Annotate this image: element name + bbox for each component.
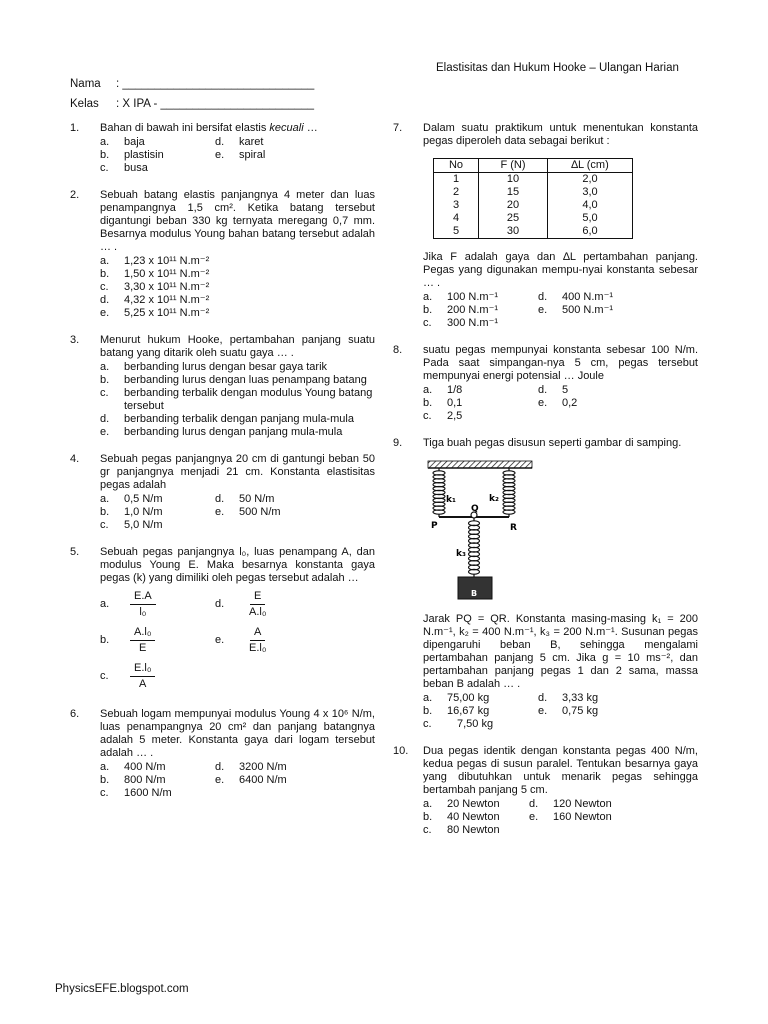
option-a[interactable]: a. 400 N/m bbox=[100, 761, 166, 773]
option-c[interactable]: c. 5,0 N/m bbox=[100, 519, 163, 531]
question-number: 6. bbox=[70, 708, 80, 720]
question-text: Dalam suatu praktikum untuk menentukan konstanta pegas diperoleh data sebagai berikut : bbox=[423, 122, 698, 147]
question-text: Sebuah logam mempunyai modulus Young 4 x 10⁶ N/m, luas penampangnya 20 cm² dan panjang batangnya adalah 5 meter. Konstanta gaya dari logam tersebut adalah … . bbox=[100, 708, 375, 759]
kelas-field[interactable]: : X IPA - ________________________ bbox=[116, 98, 315, 110]
option-b[interactable]: b. 1,50 x 10¹¹ N.m⁻² bbox=[100, 268, 210, 280]
table-row: 4 25 5,0 bbox=[434, 212, 633, 225]
option-b[interactable]: b. 40 Newton bbox=[423, 811, 500, 823]
question-text-emphasis: kecuali bbox=[269, 122, 304, 134]
question-7 bbox=[393, 122, 698, 330]
option-d[interactable]: d. 3,33 kg bbox=[538, 692, 599, 704]
options bbox=[423, 798, 698, 837]
option-b[interactable]: b. 0,1 bbox=[423, 397, 463, 409]
question-text: Sebuah batang elastis panjangnya 4 meter dan luas penampangnya 1,5 cm². Ketika batang tersebut digantungi beban 330 kg ternyata meregang 0,7 mm. Besarnya modulus Young bahan batang tersebut adalah … . bbox=[100, 189, 375, 253]
page-header: Elastisitas dan Hukum Hooke – Ulangan Harian bbox=[436, 62, 679, 74]
option-d[interactable]: d. berbanding terbalik dengan panjang mula-mula bbox=[100, 413, 354, 425]
options bbox=[423, 291, 698, 330]
option-c[interactable]: c. 2,5 bbox=[423, 410, 463, 422]
option-c[interactable]: c. busa bbox=[100, 162, 148, 174]
question-text: Sebuah pegas panjangnya l₀, luas penampang A, dan modulus Young E. Maka besarnya konstanta gaya pegas (k) yang dimiliki oleh pegas tersebut adalah … bbox=[100, 546, 375, 584]
options bbox=[100, 361, 375, 439]
option-a[interactable]: a. 1,23 x 10¹¹ N.m⁻² bbox=[100, 255, 210, 267]
question-number: 4. bbox=[70, 453, 80, 465]
option-b[interactable]: b. 1,0 N/m bbox=[100, 506, 163, 518]
option-d[interactable]: d. 3200 N/m bbox=[215, 761, 287, 773]
option-e[interactable]: e. 500 N.m⁻¹ bbox=[538, 304, 614, 316]
question-number: 10. bbox=[393, 745, 409, 757]
question-number: 1. bbox=[70, 122, 80, 134]
option-c[interactable]: c. 1600 N/m bbox=[100, 787, 172, 799]
option-d[interactable]: d. $\frac{E}{\text{A.l₀}}$ bbox=[215, 590, 270, 619]
kelas-label: Kelas bbox=[70, 98, 99, 110]
option-c[interactable]: c. $\frac{\text{E.l₀}}{A}$ bbox=[100, 662, 155, 691]
option-e[interactable]: e. berbanding lurus dengan panjang mula-mula bbox=[100, 426, 343, 438]
option-a[interactable]: a. 1/8 bbox=[423, 384, 463, 396]
spring-diagram bbox=[425, 460, 535, 602]
spring-k2 bbox=[503, 468, 515, 517]
option-d[interactable]: d. karet bbox=[215, 136, 264, 148]
option-a[interactable]: a. 75,00 kg bbox=[423, 692, 490, 704]
option-b[interactable]: b. $\frac{\text{A.l₀}}{E}$ bbox=[100, 626, 215, 655]
question-2 bbox=[70, 189, 375, 320]
spring-figure bbox=[425, 460, 698, 605]
spring-k3 bbox=[469, 518, 480, 577]
question-text: Dua pegas identik dengan konstanta pegas 400 N/m, kedua pegas di susun paralel. Tentukan besarnya gaya yang dibutuhkan untuk menarik pegas sehingga bertambah panjang 5 cm. bbox=[423, 745, 698, 796]
ceiling-support bbox=[428, 461, 532, 468]
question-text: Menurut hukum Hooke, pertambahan panjang suatu batang yang ditarik oleh suatu gaya … . bbox=[100, 334, 375, 359]
fraction: $\frac{\text{A.l₀}}{E}$ bbox=[130, 626, 155, 655]
table-row: 3 20 4,0 bbox=[434, 199, 633, 212]
fraction: $\frac{\text{E.l₀}}{A}$ bbox=[130, 662, 155, 691]
option-a[interactable]: a. 20 Newton bbox=[423, 798, 500, 810]
label-p: P bbox=[431, 521, 438, 531]
label-r: R bbox=[510, 523, 517, 533]
question-number: 8. bbox=[393, 344, 403, 356]
question-8 bbox=[393, 344, 698, 423]
option-d[interactable]: d. 50 N/m bbox=[215, 493, 275, 505]
option-d[interactable]: d. 4,32 x 10¹¹ N.m⁻² bbox=[100, 294, 210, 306]
label-k1: k₁ bbox=[446, 495, 456, 505]
fraction: $\frac{E}{\text{A.l₀}}$ bbox=[249, 589, 267, 618]
options bbox=[100, 255, 375, 320]
data-table bbox=[433, 158, 633, 239]
question-number: 3. bbox=[70, 334, 80, 346]
footer-site-link[interactable]: PhysicsEFE.blogspot.com bbox=[55, 983, 189, 995]
question-text-2: Jarak PQ = QR. Konstanta masing-masing k₁ = 200 N.m⁻¹, k₂ = 400 N.m⁻¹, k₃ = 200 N.m⁻¹. Susunan pegas dipengaruhi beban B, sehingga mengalami pertambahan panjang 5 cm. Jika g = 10 ms⁻², dan pertambahan panjang pegas 1 dan 2 sama, massa beban B adalah … . bbox=[423, 613, 698, 690]
question-number: 5. bbox=[70, 546, 80, 558]
question-text-main: Bahan di bawah ini bersifat elastis bbox=[100, 122, 267, 134]
options bbox=[100, 586, 375, 694]
option-e[interactable]: e. 5,25 x 10¹¹ N.m⁻² bbox=[100, 307, 210, 319]
option-a[interactable]: a. $\frac{E.A}{\text{l₀}}$ bbox=[100, 590, 215, 619]
table-row: 2 15 3,0 bbox=[434, 186, 633, 199]
option-a[interactable]: a. 100 N.m⁻¹ bbox=[423, 291, 499, 303]
label-q: Q bbox=[471, 504, 479, 514]
question-10 bbox=[393, 745, 698, 837]
label-k2: k₂ bbox=[489, 494, 499, 504]
question-text: Sebuah pegas panjangnya 20 cm di gantungi beban 50 gr panjangnya menjadi 21 cm. Konstanta elastisitas pegas adalah bbox=[100, 453, 375, 491]
option-c[interactable]: c. 80 Newton bbox=[423, 824, 500, 836]
option-a[interactable]: a. berbanding lurus dengan besar gaya tarik bbox=[100, 361, 328, 373]
right-column bbox=[393, 122, 698, 851]
fraction: $\frac{E.A}{\text{l₀}}$ bbox=[130, 590, 156, 619]
table-header-force: F (N) bbox=[479, 159, 548, 173]
nama-field[interactable]: : ______________________________ bbox=[116, 78, 315, 90]
label-b: B bbox=[471, 589, 478, 598]
question-9 bbox=[393, 437, 698, 731]
option-e[interactable]: e. 500 N/m bbox=[215, 506, 281, 518]
option-d[interactable]: d. 400 N.m⁻¹ bbox=[538, 291, 614, 303]
question-5 bbox=[70, 546, 375, 694]
nama-line bbox=[70, 78, 314, 90]
left-column bbox=[70, 122, 375, 814]
option-c[interactable]: c. 3,30 x 10¹¹ N.m⁻² bbox=[100, 281, 210, 293]
option-d[interactable]: d. 120 Newton bbox=[529, 798, 612, 810]
options bbox=[100, 136, 375, 175]
question-number: 2. bbox=[70, 189, 80, 201]
option-a[interactable]: a. 0,5 N/m bbox=[100, 493, 163, 505]
option-b[interactable]: b. 16,67 kg bbox=[423, 705, 490, 717]
nama-label: Nama bbox=[70, 78, 101, 90]
options bbox=[423, 384, 698, 423]
option-c[interactable]: c. berbanding terbalik dengan modulus Young batang tersebut bbox=[100, 387, 373, 412]
option-b[interactable]: b. 200 N.m⁻¹ bbox=[423, 304, 499, 316]
table-row: 5 30 6,0 bbox=[434, 225, 633, 239]
table-header-delta-l: ∆L (cm) bbox=[548, 159, 633, 173]
option-b[interactable]: b. plastisin bbox=[100, 149, 164, 161]
options bbox=[423, 692, 698, 731]
question-3 bbox=[70, 334, 375, 439]
option-e[interactable]: e. 0,2 bbox=[538, 397, 578, 409]
question-1 bbox=[70, 122, 375, 175]
question-number: 9. bbox=[393, 437, 403, 449]
question-text: Tiga buah pegas disusun seperti gambar di samping. bbox=[423, 437, 682, 449]
question-number: 7. bbox=[393, 122, 403, 134]
question-6 bbox=[70, 708, 375, 800]
question-text-2: Jika F adalah gaya dan ∆L pertambahan panjang. Pegas yang digunakan mempu-nyai konstanta sebesar … . bbox=[423, 251, 698, 289]
question-text-end: … bbox=[303, 122, 318, 134]
option-e[interactable]: e. 160 Newton bbox=[529, 811, 612, 823]
option-b[interactable]: b. berbanding lurus dengan luas penampang batang bbox=[100, 374, 367, 386]
question-text bbox=[100, 122, 375, 135]
options bbox=[100, 761, 375, 800]
option-d[interactable]: d. 5 bbox=[538, 384, 569, 396]
option-e[interactable]: e. 6400 N/m bbox=[215, 774, 287, 786]
option-b[interactable]: b. 800 N/m bbox=[100, 774, 166, 786]
option-e[interactable]: e. $\frac{A}{\text{E.l₀}}$ bbox=[215, 626, 270, 655]
question-4 bbox=[70, 453, 375, 532]
option-e[interactable]: e. 0,75 kg bbox=[538, 705, 599, 717]
table-row: 1 10 2,0 bbox=[434, 173, 633, 187]
question-text: suatu pegas mempunyai konstanta sebesar 100 N/m. Pada saat simpangan-nya 5 cm, pegas tersebut mempunyai energi potensial … Joule bbox=[423, 344, 698, 382]
option-c[interactable]: c. 7,50 kg bbox=[423, 718, 494, 730]
options bbox=[100, 493, 375, 532]
table-header-no: No bbox=[434, 159, 479, 173]
fraction: $\frac{A}{\text{E.l₀}}$ bbox=[249, 625, 267, 654]
label-k3: k₃ bbox=[456, 549, 466, 559]
option-a[interactable]: a. baja bbox=[100, 136, 145, 148]
option-e[interactable]: e. spiral bbox=[215, 149, 266, 161]
spring-k1 bbox=[433, 468, 445, 517]
option-c[interactable]: c. 300 N.m⁻¹ bbox=[423, 317, 499, 329]
kelas-line bbox=[70, 98, 314, 110]
